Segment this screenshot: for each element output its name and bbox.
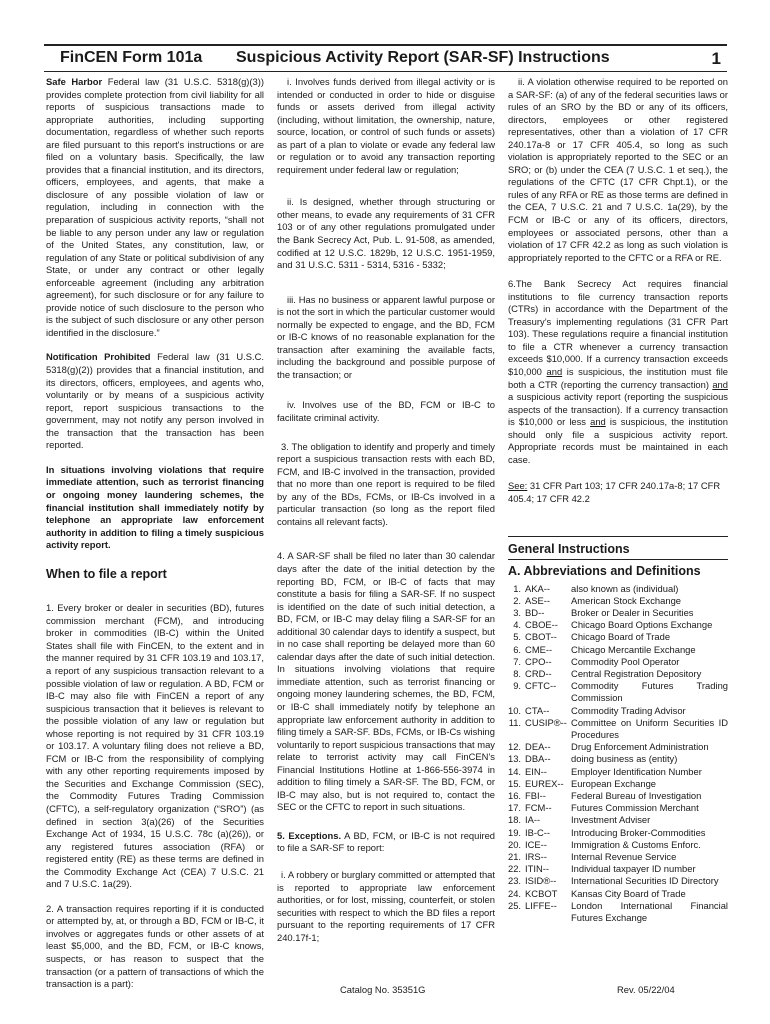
notification-label: Notification Prohibited (46, 351, 151, 363)
abbreviation-term: CRD-- (525, 667, 552, 679)
abbreviation-row (508, 619, 728, 631)
abbreviation-definition: Chicago Mercantile Exchange (571, 643, 696, 655)
item-6 (508, 278, 728, 466)
item-6-text-a: 6.The Bank Secrecy Act requires financial institutions to file currency transaction reports (CTRs) in accordance with the Department of the Treasury’s implementing regulations (31 CFR Part 103). These regulations require a financial institution to file a CTR whenever a currency transaction exceeds $10,000. If a currency transaction exceeds $10,000 (508, 278, 728, 378)
item-2-iii: iii. Has no business or apparent lawful purpose or is not the sort in which the particular customer would normally be expected to engage, and the BD, FCM or IB-C knows of no reasonable explanation for the transaction after examining the available facts, including the background and possible purpose of the transaction; or (277, 293, 495, 380)
item-4: 4. A SAR-SF shall be filed no later than 30 calendar days after the date of the initial detection by the reporting BD, FCM, or IB-C of facts that may constitute a basis for filing a SAR-SF. If no suspect is identified on the date of such initial detection, a BD, FCM, or IB-C may delay filing a SAR-SF for an additional 30 calendar days to identify a suspect, but in no case shall reporting be delayed more than 60 calendar days after the date of such initial detection. In situations involving violations that require immediate attention, such as terrorist financing or ongoing money laundering schemes, the BD, FCM, or IB-C shall immediately notify by telephone an appropriate law enforcement authority in addition to filing timely a SAR-SF. BDs, FCMs, or IB-Cs wishing voluntarily to report suspicious transactions that may relate to terrorist activity may call FinCEN’s Financial Institutions Hotline at 1-866-556-3974 in addition to filing timely a SAR-SF. The BD, FCM, or IB-C may also, but is not required to, contact the SEC or the CFTC to report in such situations. (277, 550, 495, 813)
abbreviation-definition: Committee on Uniform Securities ID Procedures (571, 716, 728, 740)
abbreviation-definition: Chicago Board Options Exchange (571, 619, 713, 631)
item-6-and-1: and (546, 366, 563, 378)
abbreviation-term: ICE-- (525, 838, 547, 850)
abbreviation-term: DEA-- (525, 741, 551, 753)
abbreviation-definition: European Exchange (571, 777, 657, 789)
abbreviation-definition: also known as (individual) (571, 582, 679, 594)
abbreviation-row (508, 839, 728, 851)
abbreviation-term: ISID®-- (525, 875, 557, 887)
item-6-text-c: a suspicious activity report (reporting the suspicious aspects of the transaction). If a currency transaction is $10,000 or less (508, 391, 728, 428)
abbreviation-number: 2. (513, 594, 522, 606)
abbreviation-number: 14. (508, 765, 522, 777)
abbreviation-row (508, 644, 728, 656)
abbreviation-number: 25. (508, 899, 522, 911)
notification-paragraph (46, 351, 264, 451)
abbreviation-term: EUREX-- (525, 777, 564, 789)
exceptions-text: A BD, FCM, or IB-C is not required to file a SAR-SF to report: (277, 829, 495, 854)
abbreviation-row (508, 778, 728, 790)
abbreviation-number: 13. (508, 753, 522, 765)
exceptions-label: 5. Exceptions. (277, 829, 342, 841)
abbreviation-row (508, 631, 728, 643)
abbreviation-number: 6. (513, 643, 522, 655)
abbreviation-definition: Federal Bureau of Investigation (571, 789, 702, 801)
item-2-ii: ii. Is designed, whether through structuring or other means, to evade any requirements of 31 CFR 103 or of any other regulations promulgated under the Bank Secrecy Act, Pub. L. 91-508, as amended, codified at 12 U.S.C. 1829b, 12 U.S.C. 1951-1959, and 31 U.S.C. 5311 - 5314, 5316 - 5332; (277, 196, 495, 271)
abbreviation-term: EIN-- (525, 765, 547, 777)
item-6-text-b: is suspicious, the institution must file both a CTR (reporting the currency transaction) (508, 366, 728, 390)
abbreviation-definition: Broker or Dealer in Securities (571, 606, 694, 618)
abbreviation-number: 16. (508, 789, 522, 801)
item-5-i: i. A robbery or burglary committed or attempted that is reported to appropriate law enforcement authorities, or for lost, missing, counterfeit, or stolen securities with respect to which the BD files a report pursuant to the reporting requirements of 17 CFR 240.17f-1; (277, 868, 495, 943)
item-2-iv: iv. Involves use of the BD, FCM or IB-C to facilitate criminal activity. (277, 399, 495, 424)
abbreviation-term: FCM-- (525, 802, 552, 814)
abbreviation-row (508, 656, 728, 668)
abbreviation-term: CME-- (525, 643, 553, 655)
abbreviation-row (508, 888, 728, 900)
abbreviation-definition: Immigration & Customs Enforc. (571, 838, 701, 850)
abbreviation-row (508, 595, 728, 607)
abbreviation-definition: Employer Identification Number (571, 765, 702, 777)
see-text: 31 CFR Part 103; 17 CFR 240.17a-8; 17 CFR 405.4; 17 CFR 42.2 (508, 480, 721, 504)
see-label: See: (508, 480, 528, 492)
abbreviation-definition: Chicago Board of Trade (571, 631, 671, 643)
safe-harbor-paragraph (46, 76, 264, 339)
document-title: Suspicious Activity Report (SAR-SF) Instructions (236, 49, 610, 66)
abbreviation-term: IA-- (525, 814, 541, 826)
abbreviation-row (508, 851, 728, 863)
abbreviation-definition: International Securities ID Directory (571, 875, 719, 887)
abbreviation-term: IRS-- (525, 850, 547, 862)
notification-text: Federal law (31 U.S.C. 5318(g)(2)) provides that a financial institution, and its directors, officers, employees, and agents who, voluntarily or by means of a suspicious activity report, report suspicious transactions to the government, may not notify any person involved in the transaction that the transaction has been reported. (46, 351, 264, 451)
abbreviation-term: CFTC-- (525, 680, 557, 692)
abbreviation-definition: London International Financial Futures Exchange (571, 899, 728, 923)
abbreviation-term: CBOT-- (525, 631, 557, 643)
abbreviation-number: 8. (513, 667, 522, 679)
abbreviation-definition: doing business as (entity) (571, 753, 678, 765)
abbreviation-term: FBI-- (525, 789, 546, 801)
abbreviation-definition: Investment Adviser (571, 814, 651, 826)
abbreviation-row (508, 668, 728, 680)
abbreviation-row (508, 741, 728, 753)
abbreviation-term: KCBOT (525, 887, 558, 899)
abbreviation-number: 18. (508, 814, 522, 826)
abbreviations-table (508, 583, 728, 925)
abbreviation-row (508, 607, 728, 619)
abbreviation-definition: Introducing Broker-Commodities (571, 826, 706, 838)
abbreviation-number: 1. (513, 582, 522, 594)
abbreviation-term: CUSIP®-- (525, 716, 567, 728)
abbreviation-term: DBA-- (525, 753, 551, 765)
abbreviation-definition: Kansas City Board of Trade (571, 887, 686, 899)
abbreviation-row (508, 680, 728, 704)
see-references (508, 480, 728, 505)
item-5-ii: ii. A violation otherwise required to be reported on a SAR-SF: (a) of any of the federal securities laws or rules of an SRO by the BD or any of its officers, directors, employees or other registered representatives, other than a violation of 17 CFR 240.17a-8 or 17 CFR 405.4, so long as such violation is appropriately reported to the SEC or an SRO; or (b) under the CEA (7 U.S.C. 1 et seq.), the regulations of the CFTC (17 CFR Chpt.1), or the rules of any RFA or RE as those terms are defined in the CEA, 7 U.S.C. 21 and 7 U.S.C. 1a(29), by the FCM or IB-C or any of its officers, directors, employees or associated persons, other than a violation of 17 CFR 42.2 as long as such violation is appropriately reported to the CFTC or a RFA or RE. (508, 76, 728, 263)
abbreviation-number: 10. (508, 704, 522, 716)
abbreviation-number: 7. (513, 655, 522, 667)
abbreviation-row (508, 802, 728, 814)
abbreviation-definition: Futures Commission Merchant (571, 802, 699, 814)
revision-date: Rev. 05/22/04 (617, 984, 675, 995)
abbreviation-number: 3. (513, 606, 522, 618)
abbreviation-term: BD-- (525, 606, 545, 618)
abbreviation-term: CBOE-- (525, 619, 558, 631)
abbreviation-number: 17. (508, 802, 522, 814)
abbreviation-term: CPO-- (525, 655, 552, 667)
abbreviation-definition: Commodity Pool Operator (571, 655, 680, 667)
form-number: FinCEN Form 101a (60, 49, 203, 66)
abbreviation-number: 23. (508, 875, 522, 887)
general-instructions-title: General Instructions (508, 541, 630, 556)
abbreviation-number: 9. (513, 680, 522, 692)
abbreviations-list (508, 583, 728, 925)
abbreviation-row (508, 900, 728, 924)
abbreviation-term: IB-C-- (525, 826, 551, 838)
abbreviation-row (508, 827, 728, 839)
item-2-i: i. Involves funds derived from illegal activity or is intended or conducted in order to hide or disguise funds or assets derived from illegal activity (including, without limitation, the ownership, nature, source, location, or control of such funds or assets) as part of a plan to violate or evade any federal law or regulation or to avoid any transaction reporting requirement under federal law or regulation; (277, 76, 495, 175)
abbreviation-term: LIFFE-- (525, 899, 557, 911)
abbreviation-row (508, 753, 728, 765)
general-instructions (508, 536, 728, 925)
item-6-and-3: and (590, 416, 606, 428)
abbreviation-number: 12. (508, 741, 522, 753)
abbreviation-term: CTA-- (525, 704, 550, 716)
item-5 (277, 830, 495, 855)
catalog-number: Catalog No. 35351G (340, 984, 426, 995)
abbreviation-term: ASE-- (525, 594, 551, 606)
column-1 (46, 76, 264, 1003)
page-number: 1 (711, 49, 721, 68)
abbreviation-number: 11. (508, 716, 522, 728)
item-1: 1. Every broker or dealer in securities (BD), futures commission merchant (FCM), and introducing broker in commodities (IB-C) within the United States shall file with FinCEN, to the extent and in the manner required by 31 CFR 103.19 and 103.17, a report of any suspicious transaction relevant to a possible violation of law or regulation. A BD, FCM or IB-C may also file with FinCEN a report of any suspicious transaction that it believes is relevant to the possible violation of any law or regulation but whose reporting is not required by 31 CFR 103.19 or 103.17. A voluntary filing does not relieve a BD, FCM or IB-C from the responsibility of complying with any other reporting requirements imposed by the Securities and Exchange Commission (SEC), the Commodity Futures Trading Commission (CFTC), a self-regulatory organization (“SRO”) (as defined in section 3(a)(26) of the Securities Exchange Act of 1934, 15 U.S.C. 78c (a)(26)), or any registered futures association (RFA) or registered entity (RE) as these terms are defined in the Commodity Exchange Act (CEA) 7 U.S.C. 21 and 7 U.S.C. 1a(29). (46, 602, 264, 890)
abbreviation-definition: Individual taxpayer ID number (571, 863, 696, 875)
abbreviation-definition: Commodity Futures Trading Commission (571, 680, 728, 704)
column-3 (508, 76, 728, 924)
abbreviation-row (508, 766, 728, 778)
abbreviation-definition: Commodity Trading Advisor (571, 704, 686, 716)
abbreviation-number: 5. (513, 631, 522, 643)
abbreviation-row (508, 863, 728, 875)
item-3: 3. The obligation to identify and properly and timely report a suspicious transaction rests with each BD, FCM, and IB-C involved in the transaction, provided that no more than one report is required to be filed by any of the BDs, FCMs, or IB-Cs involved in a particular transaction (so long as the report filed contains all relevant facts). (277, 440, 495, 527)
abbreviation-number: 24. (508, 887, 522, 899)
abbreviation-definition: American Stock Exchange (571, 594, 681, 606)
page-header (44, 44, 727, 72)
abbreviation-definition: Central Registration Depository (571, 667, 702, 679)
item-2: 2. A transaction requires reporting if it is conducted or attempted by, at, or through a BD, FCM or IB-C, it involves or aggregates funds or other assets of at least $5,000, and the BD, FCM, or IB-C knows, suspects, or has reason to suspect that the transaction (or a pattern of transactions of which the transaction is a part): (46, 902, 264, 990)
abbreviation-number: 21. (508, 850, 522, 862)
abbreviation-term: ITIN-- (525, 863, 549, 875)
abbreviation-row (508, 717, 728, 741)
abbreviation-row (508, 814, 728, 826)
abbreviation-row (508, 583, 728, 595)
abbreviations-heading: A. Abbreviations and Definitions (508, 559, 728, 580)
abbreviation-row (508, 875, 728, 887)
when-to-file-heading: When to file a report (46, 566, 167, 581)
abbreviation-number: 20. (508, 838, 522, 850)
abbreviation-definition: Internal Revenue Service (571, 850, 677, 862)
abbreviation-definition: Drug Enforcement Administration (571, 741, 709, 753)
abbreviation-number: 15. (508, 777, 522, 789)
item-6-and-2: and (712, 378, 728, 390)
abbreviation-row (508, 705, 728, 717)
safe-harbor-text: Federal law (31 U.S.C. 5318(g)(3)) provides complete protection from civil liability for all reports of suspicious transactions made to appropriate authorities, including supporting documentation, regardless of whether such reports are filed pursuant to this report's instructions or are filed on a voluntary basis. Specifically, the law provides that a financial institution, and its directors, officers, employees, and agents, that make a disclosure of any possible violation of law or regulation, including in connection with the preparation of suspicious activity reports, “shall not be liable to any person under any law or regulation of the United States, any constitution, law, or regulation of any State or political subdivision of any State, or under any contract or other legally enforceable agreement (including any arbitration agreement), for such disclosure or for any failure to provide notice of such disclosure to the person who is the subject of such disclosure or any other person identified in the disclosure.” (46, 76, 264, 338)
column-2 (277, 76, 495, 956)
abbreviation-row (508, 790, 728, 802)
abbreviation-number: 19. (508, 826, 522, 838)
item-6-text-d: is suspicious, the institution should only file a suspicious activity report. Appropriate records must be maintained in each case. (508, 416, 728, 465)
situations-paragraph: In situations involving violations that require immediate attention, such as terrorist financing or ongoing money laundering schemes, the financial institution shall immediately notify by telephone an appropriate law enforcement authority in addition to filing a timely suspicious activity report. (46, 463, 264, 551)
abbreviation-term: AKA-- (525, 582, 551, 594)
abbreviation-number: 22. (508, 863, 522, 875)
safe-harbor-label: Safe Harbor (46, 76, 103, 87)
abbreviation-number: 4. (513, 619, 522, 631)
